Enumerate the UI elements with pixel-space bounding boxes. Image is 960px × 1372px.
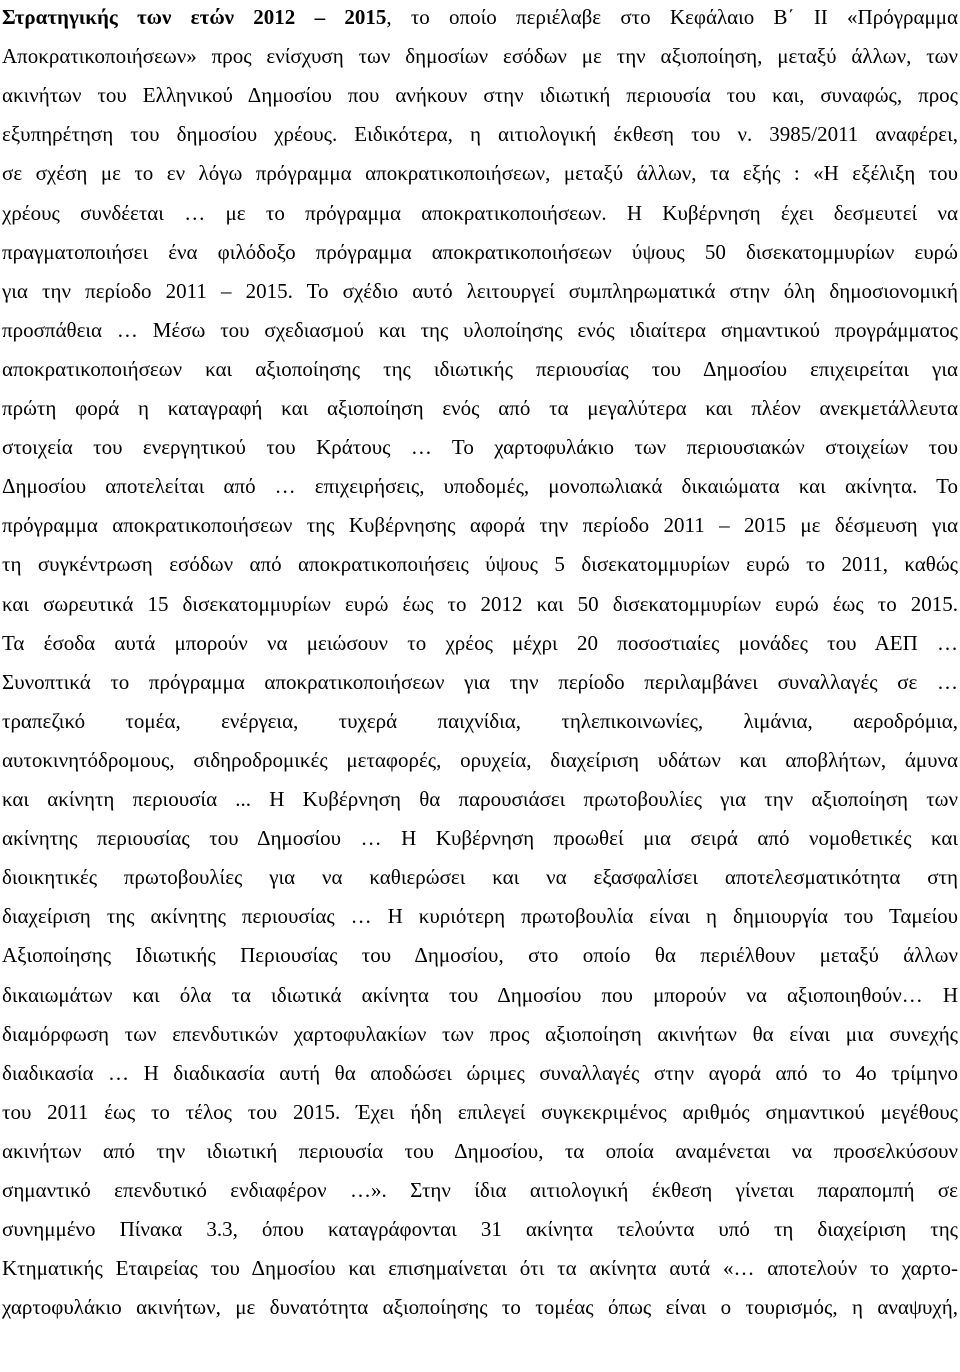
- text-line: [2, 158, 958, 188]
- line-text: του 2011 έως το τέλος του 2015. Έχει ήδη επιλεγεί συγκεκριμένος αριθμός σημαντικού μεγέθους: [2, 1099, 958, 1124]
- line-text: διαδικασία … Η διαδικασία αυτή θα αποδώσει ώριμες συναλλαγές στην αγορά από το 4ο τρίμηνο: [2, 1060, 958, 1085]
- line-text: διαχείριση της ακίνητης περιουσίας … Η κυριότερη πρωτοβουλία είναι η δημιουργία του Ταμείου: [2, 904, 958, 929]
- text-line: [2, 80, 958, 110]
- line-text: πρώτη φορά η καταγραφή και αξιοποίηση ενός από τα μεγαλύτερα και πλέον ανεκμετάλλευτα: [2, 396, 958, 420]
- line-text: δικαιωμάτων και όλα τα ιδιωτικά ακίνητα του Δημοσίου που μπορούν να αξιοποιηθούν… Η: [2, 982, 958, 1007]
- text-line: [2, 784, 958, 814]
- line-text: για την περίοδο 2011 – 2015. Το σχέδιο αυτό λειτουργεί συμπληρωματικά στην όλη δημοσιονομική: [2, 278, 958, 303]
- bold-text: Στρατηγικής των ετών 2012 – 2015: [2, 5, 387, 29]
- line-text: ακινήτων του Ελληνικού Δημοσίου που ανήκουν στην ιδιωτική περιουσία του και, συναφώς, προς: [2, 83, 958, 108]
- line-text: Αποκρατικοποιήσεων» προς ενίσχυση των δημοσίων εσόδων με την αξιοποίηση, μεταξύ άλλων, των: [2, 44, 958, 69]
- text-line: [2, 510, 958, 540]
- text-line: [2, 745, 958, 775]
- line-text: πραγματοποιήσει ένα φιλόδοξο πρόγραμμα αποκρατικοποιήσεων ύψους 50 δισεκατομμυρίων ευρώ: [2, 239, 958, 264]
- line-text: διοικητικές πρωτοβουλίες για να καθιερώσει και να εξασφαλίσει αποτελεσματικότητα στη: [2, 865, 958, 890]
- text-line: [2, 432, 958, 462]
- line-text: εξυπηρέτηση του δημοσίου χρέους. Ειδικότερα, η αιτιολογική έκθεση του ν. 3985/2011 αναφέρει,: [2, 122, 958, 147]
- text-line: [2, 354, 958, 384]
- text-line: [2, 1175, 958, 1205]
- text-line: [2, 667, 958, 697]
- text-line: [2, 471, 958, 501]
- text-line: [2, 1253, 958, 1283]
- line-text: συνημμένο Πίνακα 3.3, όπου καταγράφονται 31 ακίνητα τελούντα υπό τη διαχείριση της: [2, 1217, 958, 1242]
- line-text: Αξιοποίησης Ιδιωτικής Περιουσίας του Δημοσίου, στο οποίο θα περιέλθουν μεταξύ άλλων: [2, 943, 958, 968]
- text-line: [2, 589, 958, 619]
- line-text: ακίνητης περιουσίας του Δημοσίου … Η Κυβέρνηση προωθεί μια σειρά από νομοθετικές και: [2, 826, 958, 851]
- text-line: [2, 706, 958, 736]
- line-text: διαμόρφωση των επενδυτικών χαρτοφυλακίων των προς αξιοποίηση ακινήτων θα είναι μια συνεχής: [2, 1021, 958, 1046]
- text-line: [2, 901, 958, 931]
- line-text: σημαντικό επενδυτικό ενδιαφέρον …». Στην ίδια αιτιολογική έκθεση γίνεται παραπομπή σε: [2, 1178, 958, 1202]
- line-text: στοιχεία του ενεργητικού του Κράτους … Το χαρτοφυλάκιο των περιουσιακών στοιχείων του: [2, 435, 958, 460]
- text-line: [2, 198, 958, 228]
- text-line: [2, 1214, 958, 1244]
- text-line: [2, 1019, 958, 1049]
- text-line: [2, 1058, 958, 1088]
- text-line: [2, 549, 958, 579]
- text-line: [2, 276, 958, 306]
- line-text: Κτηματικής Εταιρείας του Δημοσίου και επισημαίνεται ότι τα ακίνητα αυτά «… αποτελούν το χαρτο-: [2, 1256, 958, 1281]
- line-text: και ακίνητη περιουσία ... Η Κυβέρνηση θα παρουσιάσει πρωτοβουλίες για την αξιοποίηση των: [2, 787, 958, 811]
- line-text: χρέους συνδέεται … με το πρόγραμμα αποκρατικοποιήσεων. Η Κυβέρνηση έχει δεσμευτεί να: [2, 200, 958, 225]
- text-line: [2, 1292, 958, 1322]
- line-text: και σωρευτικά 15 δισεκατομμυρίων ευρώ έως το 2012 και 50 δισεκατομμυρίων ευρώ έως το 2015.: [2, 591, 958, 616]
- line-text: τη συγκέντρωση εσόδων από αποκρατικοποιήσεις ύψους 5 δισεκατομμυρίων ευρώ το 2011, καθώς: [2, 552, 958, 577]
- text-line: [2, 1136, 958, 1166]
- line-text: Συνοπτικά το πρόγραμμα αποκρατικοποιήσεων για την περίοδο περιλαμβάνει συναλλαγές σε …: [2, 669, 958, 694]
- text-line: [2, 237, 958, 267]
- text-line: [2, 119, 958, 149]
- line-text: τραπεζικό τομέα, ενέργεια, τυχερά παιχνίδια, τηλεπικοινωνίες, λιμάνια, αεροδρόμια,: [2, 708, 958, 733]
- line-text: σε σχέση με το εν λόγω πρόγραμμα αποκρατικοποιήσεων, μεταξύ άλλων, τα εξής : «Η εξέλιξη του: [2, 161, 958, 186]
- line-text: , το οποίο περιέλαβε στο Κεφάλαιο Β΄ ΙΙ «Πρόγραμμα: [386, 5, 958, 29]
- line-text: αποκρατικοποιήσεων και αξιοποίησης της ιδιωτικής περιουσίας του Δημοσίου επιχειρείται για: [2, 356, 958, 381]
- text-line: [2, 41, 958, 71]
- text-line: [2, 940, 958, 970]
- text-line: [2, 315, 958, 345]
- text-line: [2, 628, 958, 658]
- line-text: Τα έσοδα αυτά μπορούν να μειώσουν το χρέος μέχρι 20 ποσοστιαίες μονάδες του ΑΕΠ …: [2, 630, 958, 655]
- line-text: ακινήτων από την ιδιωτική περιουσία του Δημοσίου, τα οποία αναμένεται να προσελκύσουν: [2, 1138, 958, 1163]
- text-line: [2, 862, 958, 892]
- text-line: [2, 823, 958, 853]
- line-text: Δημοσίου αποτελείται από … επιχειρήσεις, υποδομές, μονοπωλιακά δικαιώματα και ακίνητα. Το: [2, 474, 958, 499]
- text-line: [2, 980, 958, 1010]
- line-text: χαρτοφυλάκιο ακινήτων, με δυνατότητα αξιοποίησης το τομέας όπως είναι ο τουρισμός, η αναψυχή,: [2, 1295, 958, 1320]
- text-line: [2, 2, 958, 32]
- line-text: αυτοκινητόδρομους, σιδηροδρομικές μεταφορές, ορυχεία, διαχείριση υδάτων και αποβλήτων, άμυνα: [2, 747, 958, 772]
- text-line: [2, 1097, 958, 1127]
- text-line: [2, 393, 958, 423]
- line-text: προσπάθεια … Μέσω του σχεδιασμού και της υλοποίησης ενός ιδιαίτερα σημαντικού προγράμματος: [2, 317, 958, 342]
- line-text: πρόγραμμα αποκρατικοποιήσεων της Κυβέρνησης αφορά την περίοδο 2011 – 2015 με δέσμευση για: [2, 513, 958, 538]
